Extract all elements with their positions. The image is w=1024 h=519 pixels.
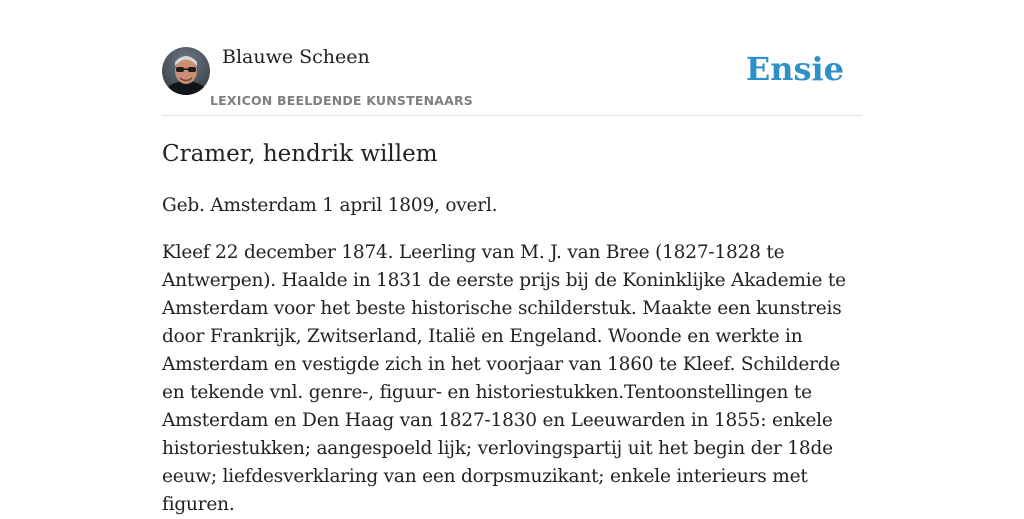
- article-paragraph: Geb. Amsterdam 1 april 1809, overl.: [162, 195, 498, 216]
- author-name[interactable]: Blauwe Scheen: [222, 46, 370, 68]
- avatar-photo-icon: [162, 47, 210, 95]
- author-avatar[interactable]: [162, 47, 210, 95]
- publication-name[interactable]: LEXICON BEELDENDE KUNSTENAARS: [210, 93, 474, 108]
- brand-logo[interactable]: Ensie: [745, 50, 844, 88]
- header-divider: [162, 115, 862, 116]
- article-paragraph: Kleef 22 december 1874. Leerling van M. J. van Bree (1827-1828 te Antwerpen). Haalde in 1831 de eerste prijs bij de Koninklijke Akademie te Amsterdam voor het beste historische schilderstuk. Maakte een kunstreis door Frankrijk, Zwitserland, Italië en Engeland. Woonde en werkte in Amsterdam en vestigde zich in het voorjaar van 1860 te Kleef. Schilderde en tekende vnl. genre-, figuur- en historiestukken.Tentoonstellingen te Amsterdam en Den Haag van 1827-1830 en Leeuwarden in 1855: enkele historiestukken; aangespoeld lijk; verlovingspartij uit het begin der 18de eeuw; liefdesverklaring van een dorpsmuzikant; enkele interieurs met figuren.: [162, 242, 846, 515]
- article-title: Cramer, hendrik willem: [162, 141, 438, 167]
